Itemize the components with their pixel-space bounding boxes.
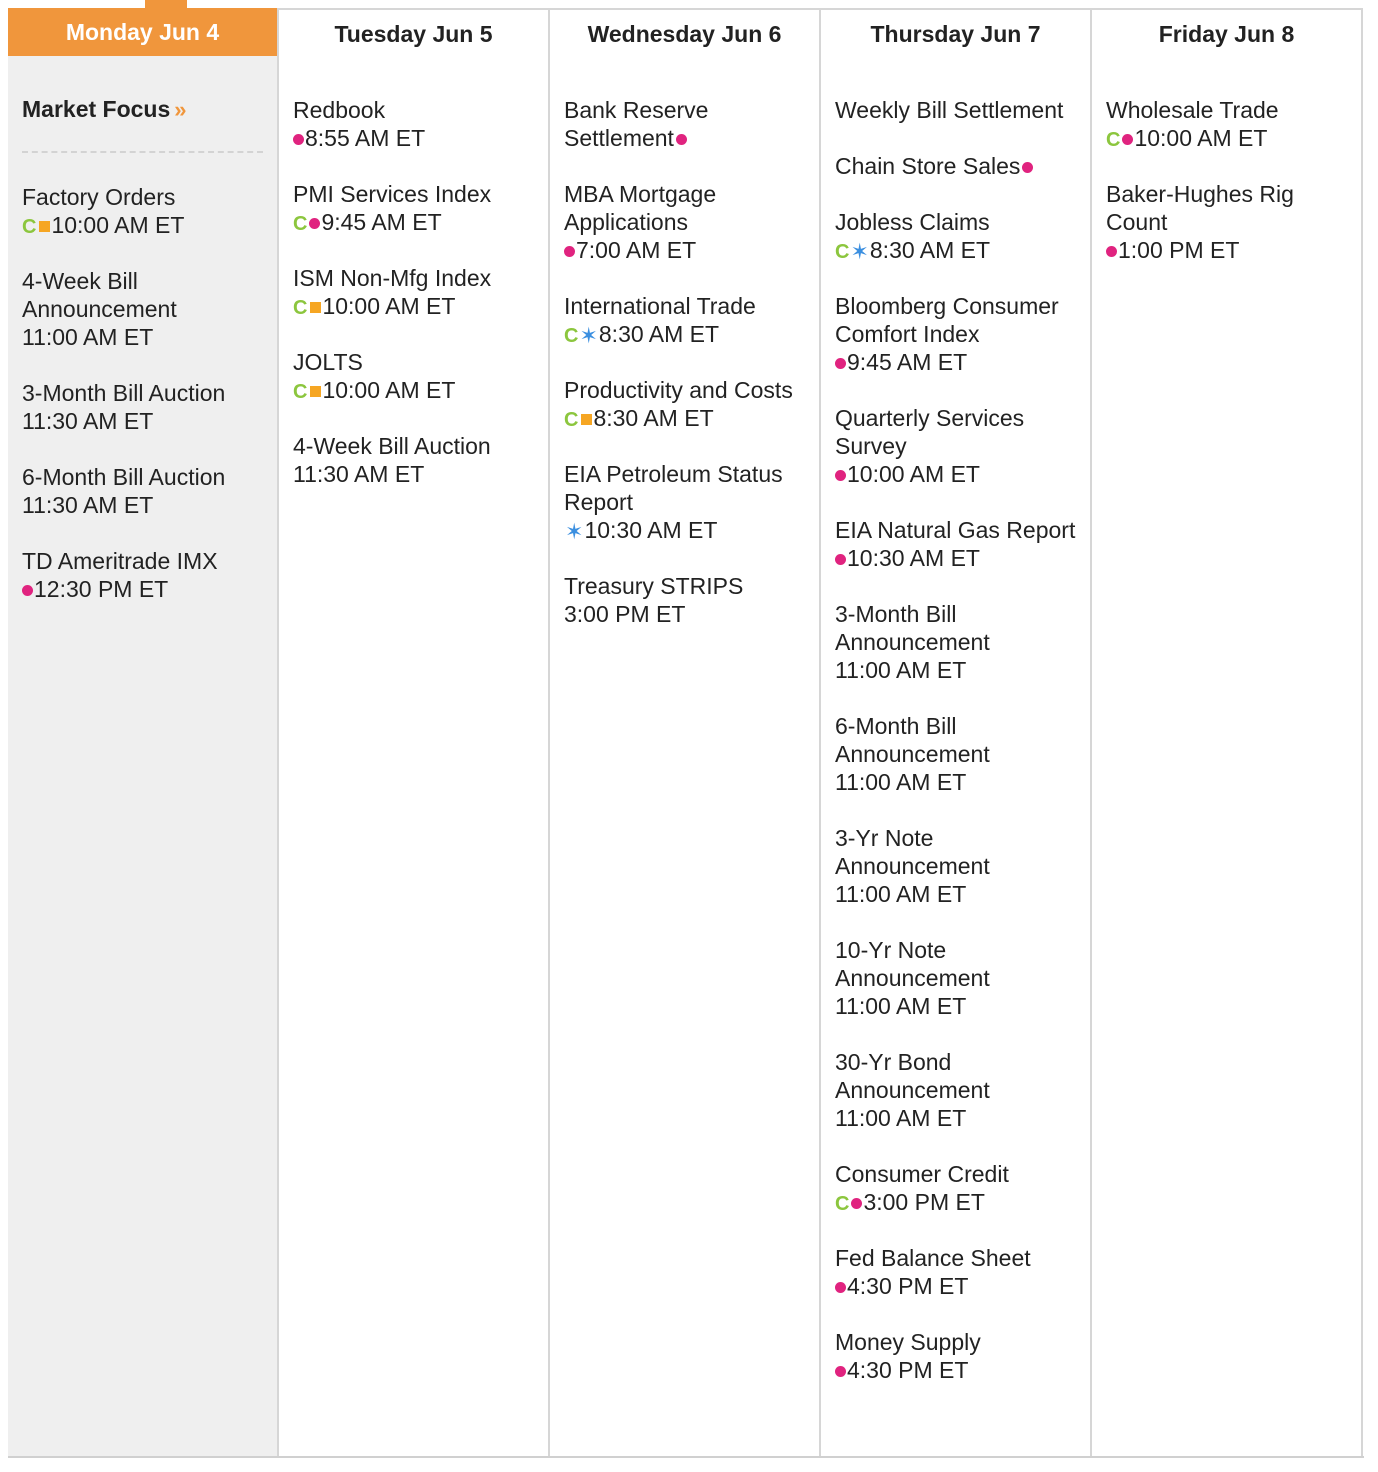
- event-time: [22, 575, 263, 603]
- event-time-text: 11:30 AM ET: [22, 408, 154, 434]
- event-item[interactable]: [1106, 96, 1347, 152]
- event-item[interactable]: [564, 180, 805, 264]
- event-icons: [835, 358, 846, 369]
- event-item[interactable]: [835, 152, 1076, 180]
- event-icons: [564, 410, 592, 430]
- day-column-thursday: [821, 8, 1092, 1456]
- event-time: [293, 460, 534, 488]
- dot-icon: [676, 134, 687, 145]
- event-item[interactable]: [835, 1048, 1076, 1132]
- event-time-text: 10:00 AM ET: [1134, 125, 1268, 151]
- event-name[interactable]: 30-Yr Bond Announcement: [835, 1049, 990, 1103]
- event-icons: [22, 217, 50, 237]
- event-name[interactable]: JOLTS: [293, 349, 363, 375]
- event-name[interactable]: EIA Natural Gas Report: [835, 517, 1076, 543]
- event-time: [564, 516, 805, 544]
- event-item[interactable]: [835, 712, 1076, 796]
- event-item[interactable]: [22, 267, 263, 351]
- consensus-icon: C: [835, 1192, 850, 1215]
- event-icons: [564, 246, 575, 257]
- day-header-tuesday[interactable]: Tuesday Jun 5: [279, 8, 548, 56]
- event-item[interactable]: [22, 379, 263, 435]
- event-item[interactable]: [835, 516, 1076, 572]
- event-item[interactable]: [835, 600, 1076, 684]
- event-item[interactable]: [293, 180, 534, 236]
- event-item[interactable]: [835, 824, 1076, 908]
- event-name[interactable]: Bloomberg Consumer Comfort Index: [835, 293, 1059, 347]
- event-name[interactable]: Jobless Claims: [835, 209, 990, 235]
- event-name[interactable]: Baker-Hughes Rig Count: [1106, 181, 1294, 235]
- event-icons: [835, 470, 846, 481]
- consensus-icon: C: [564, 324, 579, 347]
- dot-icon: [1122, 134, 1133, 145]
- square-icon: [310, 302, 321, 313]
- event-icons: [835, 1366, 846, 1377]
- event-time-text: 8:30 AM ET: [598, 321, 720, 347]
- consensus-icon: C: [564, 408, 579, 431]
- event-name[interactable]: ISM Non-Mfg Index: [293, 265, 492, 291]
- star-icon: ✶: [579, 322, 598, 348]
- consensus-icon: C: [835, 240, 850, 263]
- event-time-text: 9:45 AM ET: [321, 209, 442, 235]
- event-name[interactable]: MBA Mortgage Applications: [564, 181, 717, 235]
- event-name[interactable]: Factory Orders: [22, 184, 176, 210]
- consensus-icon: C: [1106, 128, 1121, 151]
- event-time-text: 8:30 AM ET: [869, 237, 991, 263]
- event-time-text: 11:30 AM ET: [22, 492, 154, 518]
- event-time-text: 11:00 AM ET: [22, 324, 154, 350]
- event-item[interactable]: [835, 404, 1076, 488]
- event-time: [835, 1272, 1076, 1300]
- day-header-wednesday[interactable]: Wednesday Jun 6: [550, 8, 819, 56]
- event-time: [22, 323, 263, 351]
- event-item[interactable]: [564, 376, 805, 432]
- event-time: [293, 208, 534, 236]
- event-list: [564, 96, 805, 628]
- event-item[interactable]: [835, 96, 1076, 124]
- event-time-text: 11:00 AM ET: [835, 881, 967, 907]
- event-time: [293, 124, 534, 152]
- event-name[interactable]: Redbook: [293, 97, 386, 123]
- event-time-text: 8:30 AM ET: [593, 405, 714, 431]
- event-name[interactable]: Money Supply: [835, 1329, 981, 1355]
- event-icons: [835, 1194, 862, 1214]
- dot-icon: [1022, 162, 1033, 173]
- star-icon: ✶: [565, 518, 584, 544]
- event-time: [835, 1188, 1076, 1216]
- event-name[interactable]: EIA Petroleum Status Report: [564, 461, 783, 515]
- event-time-text: 10:00 AM ET: [847, 461, 980, 487]
- dot-icon: [835, 358, 846, 369]
- square-icon: [581, 414, 592, 425]
- event-time-text: 4:30 PM ET: [847, 1273, 969, 1299]
- event-time: [564, 236, 805, 264]
- event-time-text: 9:45 AM ET: [847, 349, 968, 375]
- event-icons: [293, 214, 320, 234]
- event-name[interactable]: Treasury STRIPS: [564, 573, 744, 599]
- event-time: [835, 1104, 1076, 1132]
- event-time-text: 10:00 AM ET: [322, 377, 456, 403]
- event-time-text: 7:00 AM ET: [576, 237, 697, 263]
- market-focus-link[interactable]: [22, 96, 263, 153]
- chevron-right-icon: »: [174, 97, 187, 122]
- event-time-text: 12:30 PM ET: [34, 576, 169, 602]
- event-time: [835, 768, 1076, 796]
- active-tab-indicator: [145, 0, 187, 8]
- event-item[interactable]: [564, 292, 805, 348]
- event-time: [835, 1356, 1076, 1384]
- weekly-calendar: [8, 8, 1364, 1458]
- event-icons: [564, 518, 584, 544]
- event-time: [293, 376, 534, 404]
- event-time-text: 11:00 AM ET: [835, 993, 967, 1019]
- event-item[interactable]: [293, 432, 534, 488]
- event-icons: [835, 1282, 846, 1293]
- event-item[interactable]: [835, 936, 1076, 1020]
- square-icon: [310, 386, 321, 397]
- event-name[interactable]: 6-Month Bill Announcement: [835, 713, 990, 767]
- event-item[interactable]: [22, 463, 263, 519]
- event-icons: [835, 554, 846, 565]
- event-time-text: 10:00 AM ET: [322, 293, 456, 319]
- event-icons: [293, 298, 321, 318]
- event-item[interactable]: [564, 460, 805, 544]
- event-time-text: 1:00 PM ET: [1118, 237, 1240, 263]
- day-header-monday[interactable]: Monday Jun 4: [8, 8, 277, 56]
- event-time: [835, 992, 1076, 1020]
- event-icons: [293, 382, 321, 402]
- event-icons: [835, 238, 869, 264]
- dot-icon: [293, 134, 304, 145]
- dot-icon: [309, 218, 320, 229]
- event-list: [293, 96, 534, 488]
- event-item[interactable]: [22, 183, 263, 239]
- market-focus-label: Market Focus: [22, 96, 171, 122]
- event-item[interactable]: [835, 292, 1076, 376]
- dot-icon: [835, 554, 846, 565]
- dot-icon: [835, 1282, 846, 1293]
- event-time: [835, 880, 1076, 908]
- event-name[interactable]: 4-Week Bill Auction: [293, 433, 491, 459]
- event-name[interactable]: Fed Balance Sheet: [835, 1245, 1031, 1271]
- event-time-text: 8:55 AM ET: [305, 125, 426, 151]
- event-item[interactable]: [293, 264, 534, 320]
- events-wednesday: [550, 56, 819, 628]
- event-time-text: 11:00 AM ET: [835, 657, 967, 683]
- event-time: [22, 491, 263, 519]
- event-item[interactable]: [1106, 180, 1347, 264]
- consensus-icon: C: [293, 296, 308, 319]
- dot-icon: [22, 585, 33, 596]
- event-icons: [1106, 130, 1133, 150]
- event-time: [835, 236, 1076, 264]
- dot-icon: [835, 470, 846, 481]
- event-name[interactable]: 10-Yr Note Announcement: [835, 937, 990, 991]
- event-name[interactable]: TD Ameritrade IMX: [22, 548, 218, 574]
- event-list: [22, 183, 263, 603]
- event-time-text: 11:30 AM ET: [293, 461, 425, 487]
- event-time: [835, 656, 1076, 684]
- event-time-text: 11:00 AM ET: [835, 769, 967, 795]
- event-name[interactable]: 3-Month Bill Announcement: [835, 601, 990, 655]
- event-time-text: 4:30 PM ET: [847, 1357, 969, 1383]
- event-name[interactable]: 4-Week Bill Announcement: [22, 268, 177, 322]
- event-time: [564, 600, 805, 628]
- event-name[interactable]: Weekly Bill Settlement: [835, 97, 1064, 123]
- day-column-tuesday: [279, 8, 550, 1456]
- event-icons: [564, 322, 598, 348]
- event-list: [1106, 96, 1347, 264]
- event-time: [22, 211, 263, 239]
- events-thursday: [821, 56, 1090, 1384]
- event-name[interactable]: 3-Month Bill Auction: [22, 380, 226, 406]
- event-name[interactable]: 3-Yr Note Announcement: [835, 825, 990, 879]
- day-header-thursday[interactable]: Thursday Jun 7: [821, 8, 1090, 56]
- event-item[interactable]: [835, 1160, 1076, 1216]
- event-item[interactable]: [835, 1328, 1076, 1384]
- event-name[interactable]: Wholesale Trade: [1106, 97, 1279, 123]
- event-item[interactable]: [293, 96, 534, 152]
- day-header-friday[interactable]: Friday Jun 8: [1092, 8, 1361, 56]
- dot-icon: [851, 1198, 862, 1209]
- event-time-text: 10:30 AM ET: [847, 545, 980, 571]
- day-column-wednesday: [550, 8, 821, 1456]
- day-column-monday: [8, 8, 279, 1456]
- event-time: [835, 348, 1076, 376]
- event-time-text: 11:00 AM ET: [835, 1105, 967, 1131]
- event-time: [564, 404, 805, 432]
- event-time: [1106, 236, 1347, 264]
- day-column-friday: [1092, 8, 1363, 1456]
- star-icon: ✶: [850, 238, 869, 264]
- event-item[interactable]: [835, 1244, 1076, 1300]
- event-time: [1106, 124, 1347, 152]
- event-icons: [293, 134, 304, 145]
- consensus-icon: C: [293, 212, 308, 235]
- event-name[interactable]: Consumer Credit: [835, 1161, 1009, 1187]
- event-icons: [22, 585, 33, 596]
- event-time: [835, 544, 1076, 572]
- event-name[interactable]: Quarterly Services Survey: [835, 405, 1025, 459]
- event-item[interactable]: [564, 572, 805, 628]
- event-name[interactable]: Productivity and Costs: [564, 377, 793, 403]
- event-time-text: 3:00 PM ET: [863, 1189, 985, 1215]
- event-time-text: 10:30 AM ET: [584, 517, 718, 543]
- event-time: [22, 407, 263, 435]
- event-time-text: 10:00 AM ET: [51, 212, 185, 238]
- dot-icon: [564, 246, 575, 257]
- event-icons: [1106, 246, 1117, 257]
- event-item[interactable]: [564, 96, 805, 152]
- events-tuesday: [279, 56, 548, 488]
- dot-icon: [1106, 246, 1117, 257]
- event-name[interactable]: 6-Month Bill Auction: [22, 464, 226, 490]
- events-monday: [8, 56, 277, 603]
- event-name[interactable]: Chain Store Sales: [835, 153, 1021, 179]
- square-icon: [39, 221, 50, 232]
- event-item[interactable]: [22, 547, 263, 603]
- consensus-icon: C: [293, 380, 308, 403]
- consensus-icon: C: [22, 215, 37, 238]
- event-item[interactable]: [293, 348, 534, 404]
- event-name[interactable]: International Trade: [564, 293, 756, 319]
- events-friday: [1092, 56, 1361, 264]
- event-time: [293, 292, 534, 320]
- event-item[interactable]: [835, 208, 1076, 264]
- event-time: [564, 320, 805, 348]
- event-time-text: 3:00 PM ET: [564, 601, 686, 627]
- event-name[interactable]: PMI Services Index: [293, 181, 492, 207]
- event-name[interactable]: Bank Reserve Settlement: [564, 97, 709, 151]
- dot-icon: [835, 1366, 846, 1377]
- event-time: [835, 460, 1076, 488]
- event-list: [835, 96, 1076, 1384]
